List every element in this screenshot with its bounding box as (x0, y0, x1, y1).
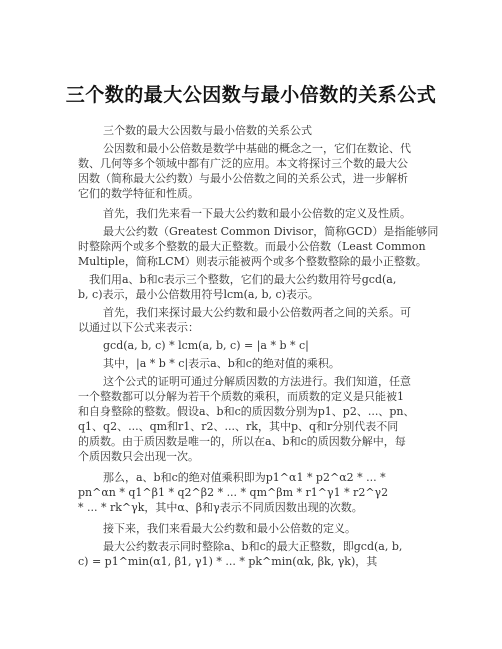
body-line: 这个公式的证明可通过分解质因数的方法进行。我们知道，任意 (103, 375, 411, 388)
body-line: 首先，我们来探讨最大公约数和最小公倍数两者之间的关系。可 (103, 306, 411, 319)
body-line: 公因数和最小公倍数是数学中基础的概念之一，它们在数论、代 (103, 142, 411, 155)
document-title: 三个数的最大公因数与最小倍数的关系公式 (65, 84, 437, 106)
body-line: 的质数。由于质因数是唯一的，所以在a、b和c的质因数分解中，每 (78, 435, 406, 448)
body-line: 一个整数都可以分解为若干个质数的乘积，而质数的定义是只能被1 (78, 390, 404, 403)
body-line: 最大公约数（Greatest Common Divisor，简称GCD）是指能够同 (103, 225, 439, 238)
body-line: 首先，我们先来看一下最大公约数和最小公倍数的定义及性质。 (103, 207, 411, 220)
body-line: 个质因数只会出现一次。 (78, 450, 199, 463)
body-line: 最大公约数表示同时整除a、b和c的最大正整数，即gcd(a, b, (103, 540, 403, 553)
body-line: 以通过以下公式来表示： (78, 321, 199, 334)
body-line: 它们的数学特征和性质。 (78, 187, 199, 200)
body-line: 接下来，我们来看最大公约数和最小公倍数的定义。 (103, 522, 356, 535)
body-line: 其中，|a * b * c|表示a、b和c的绝对值的乘积。 (103, 357, 340, 370)
body-line: 三个数的最大公因数与最小倍数的关系公式 (103, 124, 312, 137)
body-line: 时整除两个或多个整数的最大正整数。而最小公倍数（Least Common (78, 240, 426, 253)
body-line: 数、几何等多个领域中都有广泛的应用。本文将探讨三个数的最大公 (78, 157, 408, 170)
body-line: q1、q2、...、qm和r1、r2、...、rk，其中p、q和r分别代表不同 (78, 420, 399, 433)
body-line: 和自身整除的整数。假设a、b和c的质因数分别为p1、p2、...、pn、 (78, 405, 415, 418)
body-line: * ... * rk^γk，其中α、β和γ表示不同质因数出现的次数。 (78, 501, 363, 514)
body-line: gcd(a, b, c) * lcm(a, b, c) = |a * b * c| (103, 339, 309, 352)
body-line: 我们用a、b和c表示三个整数，它们的最大公约数用符号gcd(a, (89, 273, 397, 286)
body-line: c) = p1^min(α1, β1, γ1) * ... * pk^min(αk, βk, γk)，其 (78, 555, 378, 568)
body-line: Multiple，简称LCM）则表示能被两个或多个整数整除的最小正整数。 (78, 255, 427, 268)
body-line: pn^αn * q1^β1 * q2^β2 * ... * qm^βm * r1^γ1 * r2^γ2 (78, 486, 389, 499)
body-line: b, c)表示，最小公倍数用符号lcm(a, b, c)表示。 (78, 288, 319, 301)
body-line: 因数（简称最大公约数）与最小公倍数之间的关系公式，进一步解析 (78, 172, 408, 185)
body-line: 那么，a、b和c的绝对值乘积即为p1^α1 * p2^α2 * ... * (103, 471, 386, 484)
